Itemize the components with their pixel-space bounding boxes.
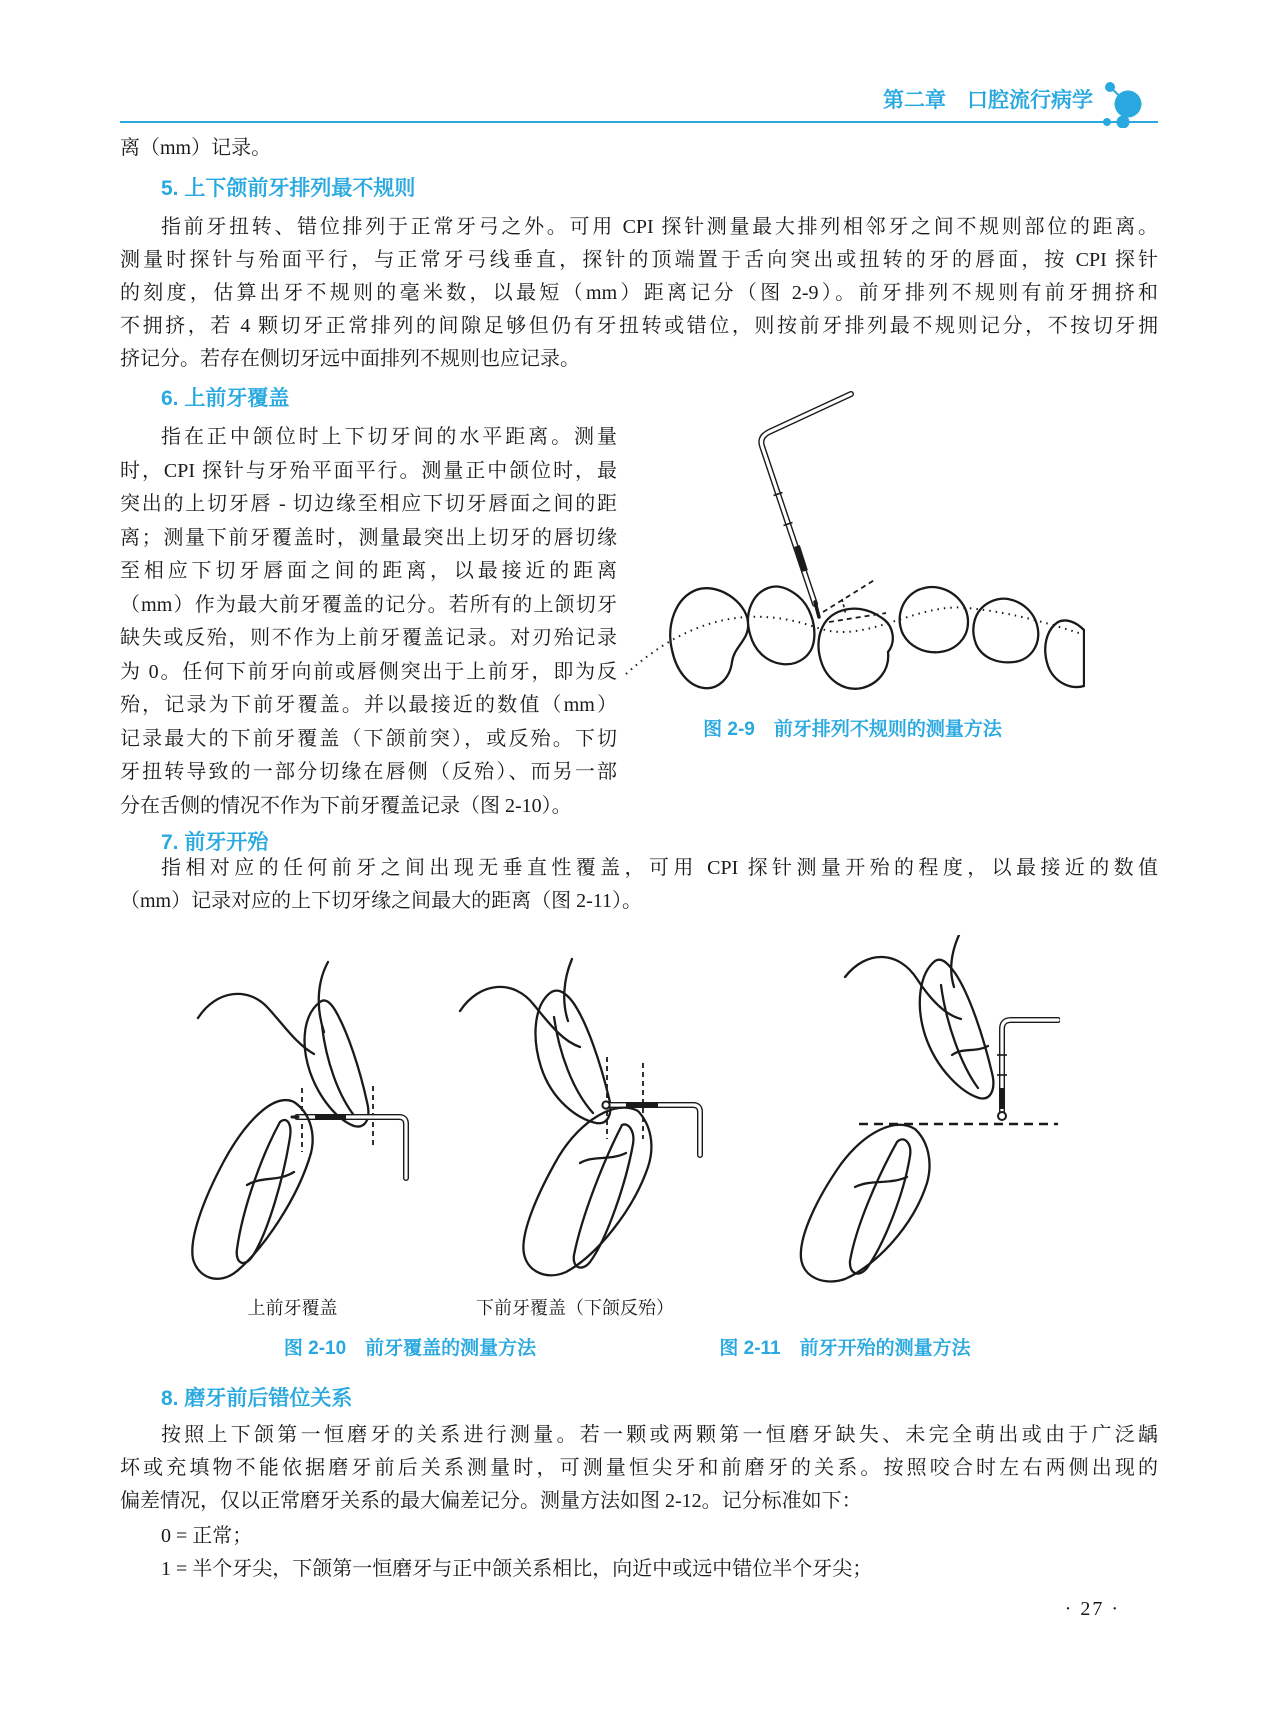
chapter-header: 第二章 口腔流行病学 — [883, 89, 1093, 112]
paragraph-line: （mm）记录对应的上下切牙缘之间最大的距离（图 2-11）。 — [120, 890, 643, 912]
figure-2-10-overjet-illustration — [170, 960, 415, 1290]
paragraph-line: 指相对应的任何前牙之间出现无垂直性覆盖，可用 CPI 探针测量开殆的程度，以最接近的数值 — [161, 857, 1158, 879]
paragraph-line: 按照上下颌第一恒磨牙的关系进行测量。若一颗或两颗第一恒磨牙缺失、未完全萌出或由于广泛龋 — [161, 1424, 1158, 1446]
paragraph-line: 指前牙扭转、错位排列于正常牙弓之外。可用 CPI 探针测量最大排列相邻牙之间不规则部位的距离。 — [161, 216, 1158, 238]
paragraph-line: 指在正中颌位时上下切牙间的水平距离。测量 — [161, 426, 617, 448]
paragraph-line: 殆，记录为下前牙覆盖。并以最接近的数值（mm） — [120, 694, 617, 716]
section-8-heading: 8. 磨牙前后错位关系 — [161, 1387, 353, 1410]
page-number: · 27 · — [1064, 1598, 1120, 1620]
score-line: 0 = 正常； — [161, 1525, 253, 1547]
header-divider — [120, 121, 1158, 123]
paragraph-line: 时，CPI 探针与牙殆平面平行。测量正中颌位时，最 — [120, 459, 617, 482]
paragraph-line: 偏差情况，仅以正常磨牙关系的最大偏差记分。测量方法如图 2-12。记分标准如下： — [120, 1490, 862, 1512]
paragraph-line: 分在舌侧的情况不作为下前牙覆盖记录（图 2-10）。 — [120, 794, 572, 817]
section-5-paragraph — [120, 211, 1158, 376]
body-line: 离（mm）记录。 — [120, 137, 272, 159]
figure-2-10-left-label: 上前牙覆盖 — [247, 1298, 338, 1318]
score-line: 1 = 半个牙尖，下颌第一恒磨牙与正中颌关系相比，向近中或远中错位半个牙尖； — [161, 1558, 873, 1580]
paragraph-line: 牙扭转导致的一部分切缘在唇侧（反殆）、而另一部 — [120, 761, 617, 783]
section-8-paragraph — [120, 1419, 1158, 1518]
section-6-paragraph — [120, 421, 617, 823]
paragraph-line: 坏或充填物不能依据磨牙前后关系测量时，可测量恒尖牙和前磨牙的关系。按照咬合时左右两侧出现的 — [120, 1457, 1158, 1479]
figure-2-9-illustration — [618, 372, 1085, 710]
section-7-paragraph — [120, 852, 1158, 918]
figure-2-10-right-label: 下前牙覆盖（下颌反殆） — [476, 1298, 674, 1318]
paragraph-line: 突出的上切牙唇 - 切边缘至相应下切牙唇面之间的距 — [120, 493, 617, 515]
paragraph-line: 测量时探针与殆面平行，与正常牙弓线垂直，探针的顶端置于舌向突出或扭转的牙的唇面，按 CPI 探针 — [120, 249, 1158, 271]
paragraph-line: （mm）作为最大前牙覆盖的记分。若所有的上颌切牙 — [120, 593, 617, 616]
section-7-heading: 7. 前牙开殆 — [161, 831, 269, 854]
paragraph-line: 的刻度，估算出牙不规则的毫米数，以最短（mm）距离记分（图 2-9）。前牙排列不规则有前牙拥挤和 — [120, 282, 1158, 304]
paragraph-line: 缺失或反殆，则不作为上前牙覆盖记录。对刃殆记录 — [120, 627, 617, 649]
paragraph-line: 至相应下切牙唇面之间的距离，以最接近的距离 — [120, 560, 617, 582]
figure-2-9-caption: 图 2-9 前牙排列不规则的测量方法 — [703, 719, 1002, 740]
paragraph-line: 不拥挤，若 4 颗切牙正常排列的间隙足够但仍有牙扭转或错位，则按前牙排列最不规则记分，不按切牙拥 — [120, 315, 1158, 337]
figure-2-10-caption: 图 2-10 前牙覆盖的测量方法 — [283, 1338, 537, 1359]
figure-2-10-reverse-overjet-illustration — [430, 955, 720, 1285]
paragraph-line: 记录最大的下前牙覆盖（下颌前突），或反殆。下切 — [120, 727, 617, 750]
figure-2-11-open-bite-illustration — [755, 935, 1060, 1285]
paragraph-line: 为 0。任何下前牙向前或唇侧突出于上前牙，即为反 — [120, 660, 617, 683]
section-5-heading: 5. 上下颌前牙排列最不规则 — [161, 177, 416, 200]
figure-2-11-caption: 图 2-11 前牙开殆的测量方法 — [719, 1338, 971, 1359]
paragraph-line: 离；测量下前牙覆盖时，测量最突出上切牙的唇切缘 — [120, 526, 617, 549]
paragraph-line: 挤记分。若存在侧切牙远中面排列不规则也应记录。 — [120, 348, 580, 370]
section-6-heading: 6. 上前牙覆盖 — [161, 387, 290, 410]
